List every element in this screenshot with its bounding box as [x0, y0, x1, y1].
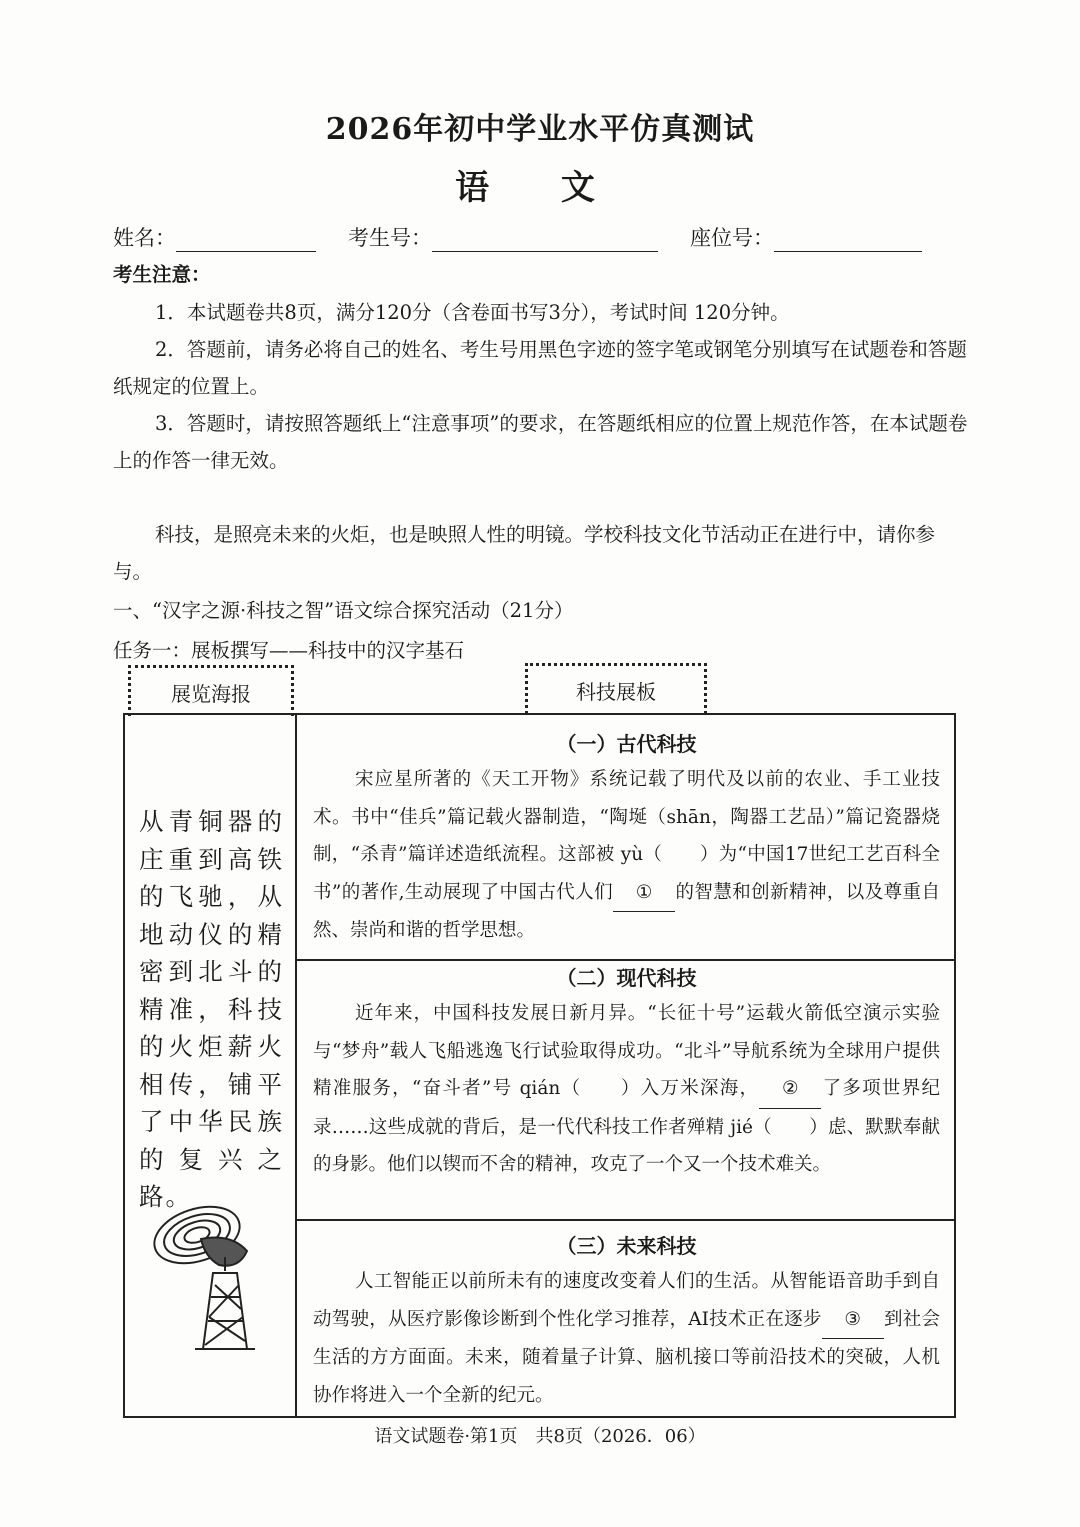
- page-footer: 语文试题卷·第1页 共8页（2026．06）: [374, 1426, 706, 1447]
- exhibition-poster: [125, 715, 297, 1416]
- blank-3[interactable]: ③: [822, 1301, 884, 1340]
- section-text: 宋应星所著的《天工开物》系统记载了明代及以前的农业、手工业技术。书中“佳兵”篇记载火器制造，“陶埏（shān，陶器工艺品）”篇记瓷器烧制，“杀青”篇详述造纸流程。这部被 yù（ ）为“中国17世纪工艺百科全书”的著作,生动展现了中国古代人们 ① 的智慧和创新精神，以及尊重自然、崇尚和谐的哲学思想。: [313, 769, 940, 941]
- exam-no-field[interactable]: [432, 229, 658, 252]
- section-text: 人工智能正以前所未有的速度改变着人们的生活。从智能语音助手到自动驾驶，从医疗影像诊断到个性化学习推荐，AI技术正在逐步 ③ 到社会生活的方方面面。未来，随着量子计算、脑机接口等前沿技术的突破，人机协作将进入一个全新的纪元。: [313, 1271, 940, 1406]
- section-text: 近年来，中国科技发展日新月异。“长征十号”运载火箭低空演示实验与“梦舟”载人飞船逃逸飞行试验取得成功。“北斗”导航系统为全球用户提供精准服务，“奋斗者”号 qián（ ）入万米深海， ② 了多项世界纪录……这些成就的背后，是一代代科技工作者殚精 jié（ ）虑、默默奉献的身影。他们以锲而不舍的精神，攻克了一个又一个技术难关。: [313, 1003, 940, 1175]
- exam-no-label: 考生号：: [348, 226, 432, 250]
- section-future-tech: [297, 1229, 954, 1414]
- blank-2[interactable]: ②: [759, 1070, 821, 1109]
- notice-item: 3．答题时，请按照答题纸上“注意事项”的要求，在答题纸相应的位置上规范作答，在本试题卷上的作答一律无效。: [113, 412, 968, 472]
- exam-title: 2026年初中学业水平仿真测试: [325, 112, 755, 147]
- poster-text: 从青铜器的庄重到高铁的飞驰，从地动仪的精密到北斗的精准，科技的火炬薪火相传，铺平了中华民族的复兴之路。: [139, 807, 284, 1211]
- tab-board: [525, 663, 707, 714]
- notice-item: 1．本试题卷共8页，满分120分（含卷面书写3分），考试时间 120分钟。: [155, 301, 790, 324]
- name-label: 姓名：: [113, 226, 176, 250]
- part-one-heading: 一、“汉字之源·科技之智”语文综合探究活动（21分）: [113, 599, 574, 622]
- section-modern-tech: [297, 961, 954, 1184]
- notice-list: [113, 294, 973, 479]
- task-one-heading: 任务一：展板撰写——科技中的汉字基石: [113, 639, 465, 662]
- section-title: （二）现代科技: [556, 966, 697, 990]
- tab-poster-label: 展览海报: [171, 681, 251, 706]
- section-divider: [297, 1219, 954, 1221]
- candidate-info: [113, 222, 922, 252]
- notice-item: 2．答题前，请务必将自己的姓名、考生号用黑色字迹的签字笔或钢笔分别填写在试题卷和答题纸规定的位置上。: [113, 338, 967, 398]
- exhibition-board: [123, 713, 956, 1418]
- tab-board-label: 科技展板: [576, 679, 656, 704]
- seat-label: 座位号：: [690, 226, 774, 250]
- seat-field[interactable]: [774, 229, 922, 252]
- tab-poster: [128, 665, 294, 716]
- section-title: （三）未来科技: [556, 1234, 697, 1258]
- intro-paragraph: 科技，是照亮未来的火炬，也是映照人性的明镜。学校科技文化节活动正在进行中，请你参与。: [113, 523, 936, 583]
- blank-1[interactable]: ①: [613, 874, 675, 913]
- name-field[interactable]: [176, 229, 316, 252]
- section-ancient-tech: [297, 727, 954, 950]
- section-title: （一）古代科技: [556, 732, 697, 756]
- notice-heading: 考生注意：: [113, 263, 211, 286]
- satellite-tower-icon: [143, 1193, 279, 1353]
- subject-title: 语 文: [455, 168, 625, 208]
